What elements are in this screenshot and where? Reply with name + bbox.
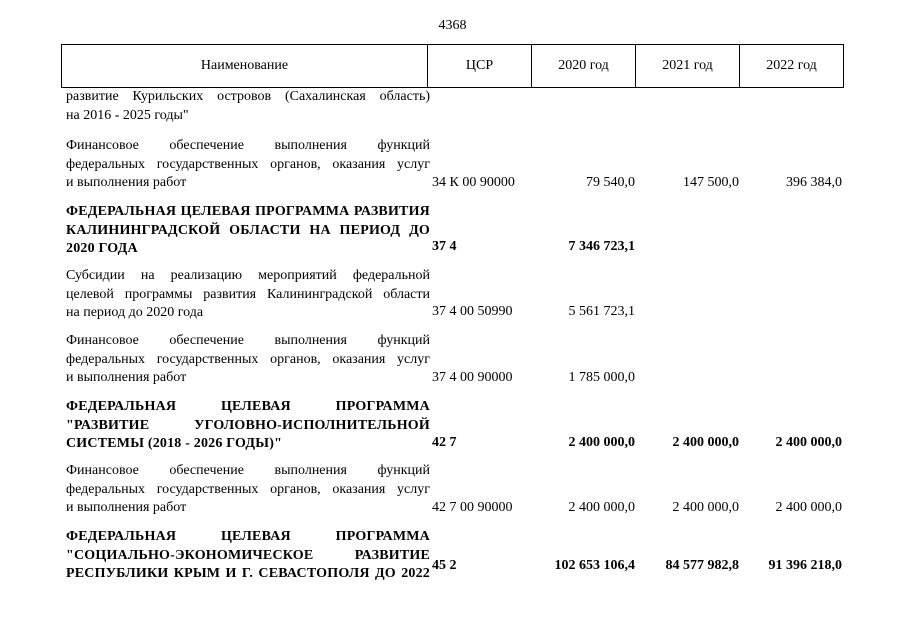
row-csr: 37 4 00 90000 [432,370,513,385]
row-name [66,137,430,193]
row-name-line: "СОЦИАЛЬНО-ЭКОНОМИЧЕСКОЕ РАЗВИТИЕ [66,547,430,563]
row-value-2020: 102 653 106,4 [554,558,635,573]
header-2022: 2022 год [740,45,844,88]
row-name-line: на 2016 - 2025 годы" [66,107,189,123]
row-name-line: Финансовое обеспечение выполнения функций [66,333,430,348]
row-csr: 45 2 [432,558,457,573]
row-name-line: "РАЗВИТИЕ УГОЛОВНО-ИСПОЛНИТЕЛЬНОЙ [66,417,430,433]
row-value-2020: 2 400 000,0 [568,435,635,450]
row-value-2020: 79 540,0 [586,175,635,190]
row-name [66,267,430,323]
row-name-line: ФЕДЕРАЛЬНАЯ ЦЕЛЕВАЯ ПРОГРАММА РАЗВИТИЯ [66,204,430,219]
row-name-line: Финансовое обеспечение выполнения функций [66,138,430,153]
row-csr: 37 4 [432,239,457,254]
row-name-line: на период до 2020 года [66,305,204,320]
table-header [61,44,844,88]
row-name-line: РЕСПУБЛИКИ КРЫМ И Г. СЕВАСТОПОЛЯ ДО 2022 [66,566,430,581]
row-csr: 42 7 00 90000 [432,500,513,515]
row-name-line: федеральных государственных органов, оказания услуг [66,351,430,367]
row-value-2020: 5 561 723,1 [568,304,635,319]
header-2021: 2021 год [636,45,740,88]
row-name [66,88,430,125]
row-name-line: СИСТЕМЫ (2018 - 2026 ГОДЫ)" [66,436,283,451]
row-name-line: и выполнения работ [66,500,187,515]
row-name-line: федеральных государственных органов, оказания услуг [66,156,430,172]
row-name [66,332,430,388]
row-value-2022: 2 400 000,0 [775,435,842,450]
row-csr: 37 4 00 50990 [432,304,513,319]
row-value-2021: 84 577 982,8 [665,558,739,573]
header-name: Наименование [62,45,428,88]
row-value-2021: 2 400 000,0 [672,500,739,515]
row-value-2020: 2 400 000,0 [568,500,635,515]
row-name-line: развитие Курильских островов (Сахалинская область) [66,89,430,104]
row-value-2022: 91 396 218,0 [768,558,842,573]
row-value-2021: 147 500,0 [683,175,739,190]
row-value-2021: 2 400 000,0 [672,435,739,450]
header-csr: ЦСР [428,45,532,88]
row-name-line: ФЕДЕРАЛЬНАЯ ЦЕЛЕВАЯ ПРОГРАММА [66,399,430,414]
row-name-line: федеральных государственных органов, оказания услуг [66,481,430,497]
row-name [66,203,430,259]
row-csr: 42 7 [432,435,457,450]
page-number: 4368 [438,18,467,33]
row-name-line: и выполнения работ [66,370,187,385]
row-value-2022: 2 400 000,0 [775,500,842,515]
row-name-line: 2020 ГОДА [66,241,138,256]
row-name-line: КАЛИНИНГРАДСКОЙ ОБЛАСТИ НА ПЕРИОД ДО [66,222,430,238]
row-value-2020: 1 785 000,0 [568,370,635,385]
row-name-line: Финансовое обеспечение выполнения функций [66,463,430,478]
row-name [66,462,430,518]
row-value-2022: 396 384,0 [786,175,842,190]
row-name-line: ФЕДЕРАЛЬНАЯ ЦЕЛЕВАЯ ПРОГРАММА [66,529,430,544]
row-name-line: целевой программы развития Калининградской области [66,286,430,302]
header-2020: 2020 год [532,45,636,88]
row-name [66,528,430,584]
row-csr: 34 К 00 90000 [432,175,515,190]
row-value-2020: 7 346 723,1 [568,239,635,254]
row-name-line: Субсидии на реализацию мероприятий федеральной [66,268,430,283]
row-name-line: и выполнения работ [66,175,187,190]
row-name [66,398,430,454]
